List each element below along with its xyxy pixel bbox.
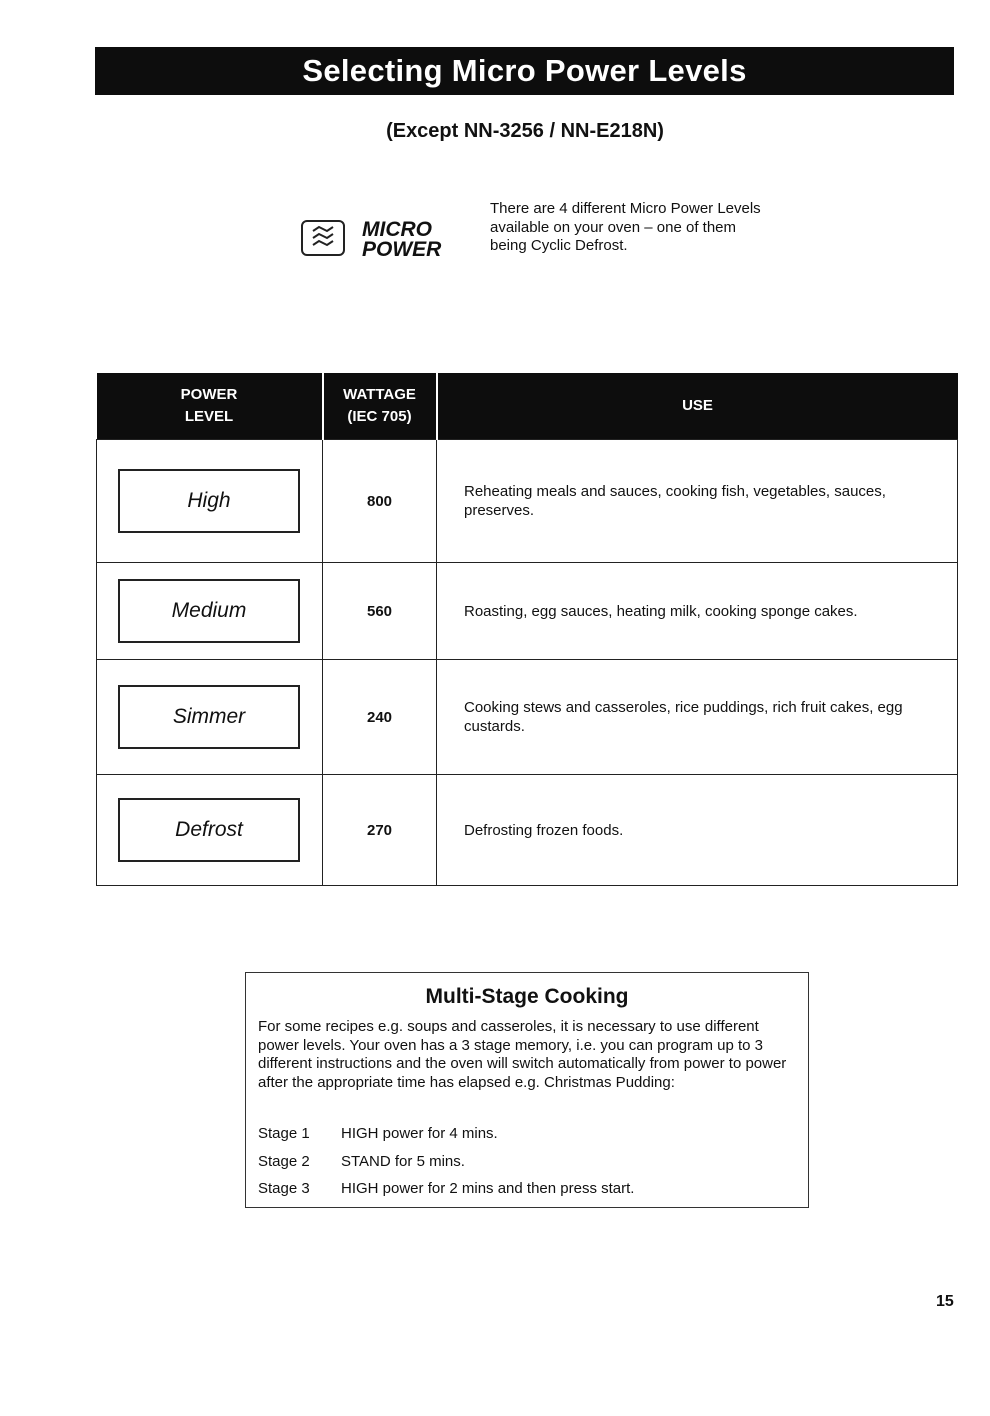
power-level-box: Simmer [118,685,300,749]
power-level-box: Defrost [118,798,300,862]
header-wattage-line2: (IEC 705) [347,408,412,425]
micro-label-line2: POWER [362,238,442,261]
power-level-cell [97,775,323,886]
micro-power-label [362,220,441,260]
stage-instruction: STAND for 5 mins. [341,1152,465,1170]
stage-instruction: HIGH power for 2 mins and then press start. [341,1180,635,1198]
multi-stage-text: For some recipes e.g. soups and casseroles, it is necessary to use different power levels. Your oven has a 3 stage memory, i.e. you can program up to 3 different instructions and the oven will switch automatically from power to power after the appropriate time has elapsed e.g. Christmas Pudding: [258,1018,787,1091]
wattage-cell: 560 [323,563,437,660]
stage-list [258,1120,798,1203]
power-level-box: High [118,469,300,533]
wattage-cell: 800 [323,440,437,563]
stage-row [258,1148,798,1176]
stage-row [258,1120,798,1148]
wattage-cell: 240 [323,660,437,775]
wattage-cell: 270 [323,775,437,886]
power-level-cell [97,660,323,775]
table-header-row [97,373,958,440]
header-power-level-line2: LEVEL [184,408,234,425]
micro-label-line1: MICRO [362,218,432,241]
multi-stage-title: Multi-Stage Cooking [425,985,629,1008]
micro-power-icon [301,220,345,256]
stage-label: Stage 2 [258,1152,310,1170]
stage-label: Stage 3 [258,1180,310,1198]
header-wattage-line1: WATTAGE [343,386,416,403]
header-wattage [323,373,437,440]
power-level-cell [97,563,323,660]
use-cell: Defrosting frozen foods. [437,775,958,886]
use-cell: Roasting, egg sauces, heating milk, cooking sponge cakes. [437,563,958,660]
stage-row [258,1175,798,1203]
table-row [97,440,958,563]
page-number: 15 [936,1293,954,1310]
table-row [97,775,958,886]
stage-instruction: HIGH power for 4 mins. [341,1125,498,1143]
page-subtitle: (Except NN-3256 / NN-E218N) [386,120,664,142]
header-use: USE [437,373,958,440]
header-power-level [97,373,323,440]
multi-stage-box [245,972,809,1208]
use-cell: Cooking stews and casseroles, rice puddings, rich fruit cakes, egg custards. [437,660,958,775]
micro-power-description: There are 4 different Micro Power Levels available on your oven – one of them being Cyclic Defrost. [490,200,761,254]
page-title: Selecting Micro Power Levels [95,47,954,95]
power-level-cell [97,440,323,563]
stage-label: Stage 1 [258,1125,310,1143]
table-row [97,563,958,660]
power-level-table [96,373,958,886]
header-power-level-line1: POWER [180,386,238,403]
table-row [97,660,958,775]
use-cell: Reheating meals and sauces, cooking fish, vegetables, sauces, preserves. [437,440,958,563]
power-level-box: Medium [118,579,300,643]
